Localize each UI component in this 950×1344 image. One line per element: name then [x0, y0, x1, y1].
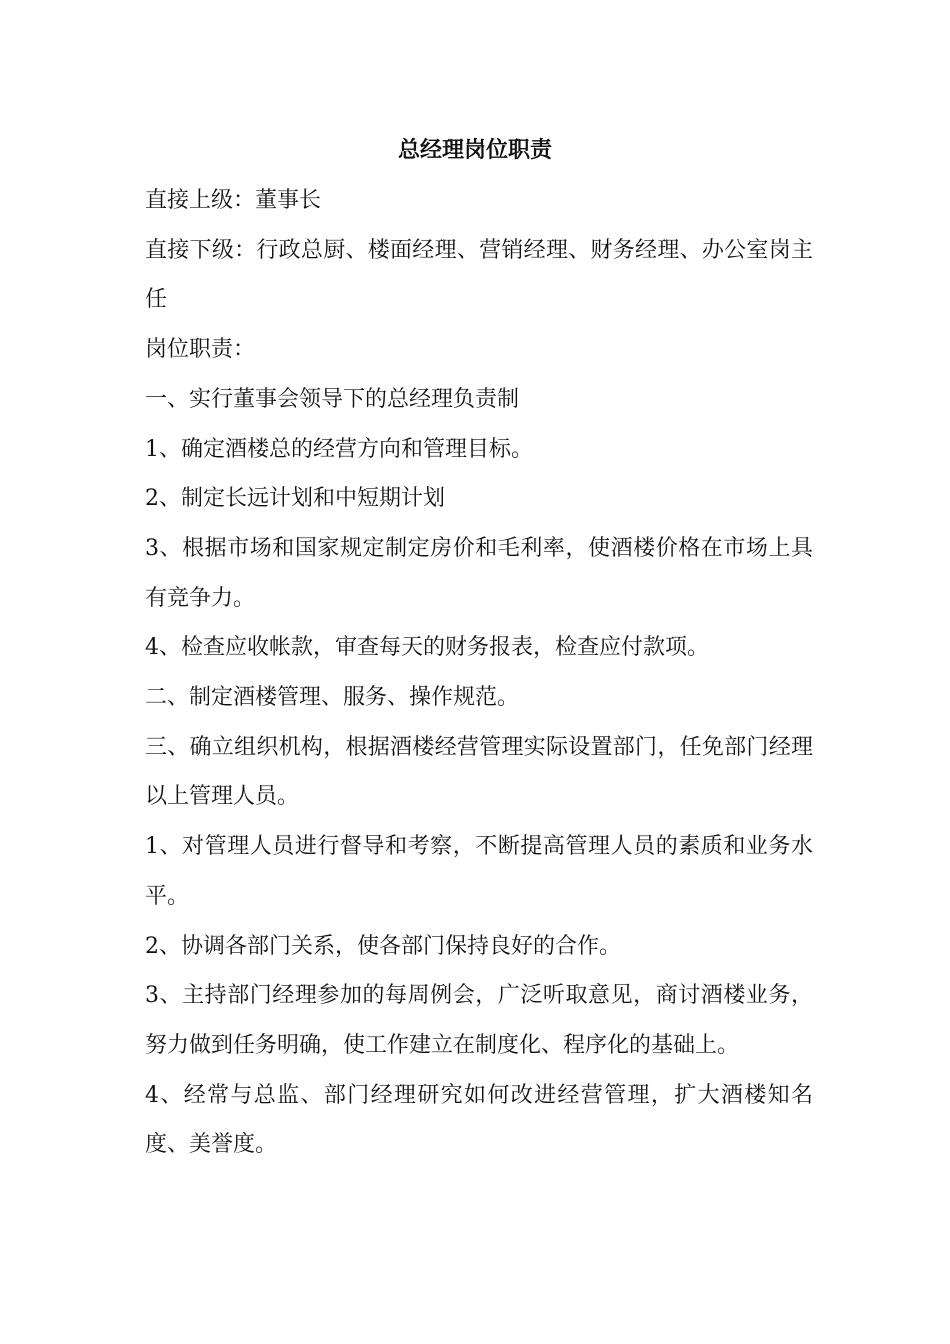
paragraph-direct-superior: 直接上级：董事长: [145, 188, 322, 213]
paragraph-item: 1、对管理人员进行督导和考察，不断提高管理人员的素质和业务水平。: [145, 834, 813, 909]
paragraph-item: 4、检查应收帐款，审查每天的财务报表，检查应付款项。: [145, 635, 709, 661]
document-title: 总经理岗位职责: [397, 138, 552, 163]
paragraph-item: 2、制定长远计划和中短期计划: [145, 486, 445, 512]
paragraph-section-2: 二、制定酒楼管理、服务、操作规范。: [145, 685, 520, 711]
paragraph-direct-subordinates: 直接下级：行政总厨、楼面经理、营销经理、财务经理、办公室岗主任: [145, 237, 813, 313]
paragraph-item: 2、协调各部门关系，使各部门保持良好的合作。: [145, 933, 621, 959]
paragraph-item: 1、确定酒楼总的经营方向和管理目标。: [145, 436, 533, 462]
paragraph-item: 3、主持部门经理参加的每周例会，广泛听取意见，商讨酒楼业务，努力做到任务明确，使工作建立在制度化、程序化的基础上。: [145, 983, 813, 1058]
paragraph-duties-heading: 岗位职责：: [145, 337, 256, 363]
paragraph-item: 3、根据市场和国家规定制定房价和毛利率，使酒楼价格在市场上具有竞争力。: [145, 535, 813, 611]
paragraph-section-3: 三、确立组织机构，根据酒楼经营管理实际设置部门，任免部门经理以上管理人员。: [145, 734, 813, 810]
paragraph-item: 4、经常与总监、部门经理研究如何改进经营管理，扩大酒楼知名度、美誉度。: [145, 1082, 813, 1158]
document-body: [145, 176, 813, 1170]
paragraph-section-1: 一、实行董事会领导下的总经理负责制: [145, 386, 520, 412]
